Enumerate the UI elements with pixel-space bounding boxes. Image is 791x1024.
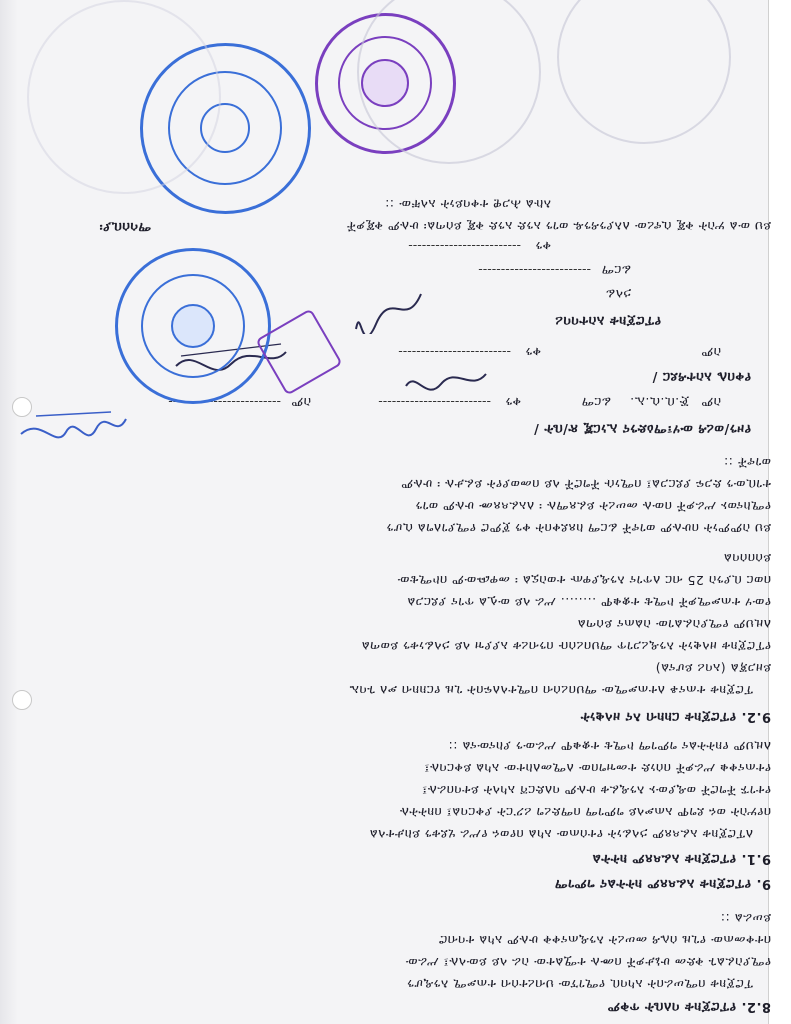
- note-line: ይህ ውል ሦስት ቅጂ ሲኖረው ለእያንዳንዱ ወገን አንድ አንድ ቅጂ ይሰጣል፡ ሁሉም ቅጂዎች: [346, 219, 771, 234]
- section-9-2-line: ይሰበሰባል: [723, 551, 771, 566]
- section-8-2-heading: 8.2. የፕሮጀክቱ ባለቤት ጥቅም: [607, 999, 771, 1014]
- section-9-1-line: የተገኙ ችግሮች ወዲያውኑ እንዲፈቱ ሁሉም ባለድርሻ አካላት ይተባበራሉ፤: [421, 783, 771, 798]
- section-9-2-line: የፕሮጀክቱ ዘላቂነት እንዲረጋገጥ ማህበረሰቡ በንብረቱ አያያዝ ላይ ኃላፊነቱን ይወጣል: [361, 639, 771, 654]
- binder-hole: [12, 690, 32, 710]
- section-9-2-line: ለዚህም የሚያስፈልገው ስልጠና ይሰጣል: [577, 617, 771, 632]
- section-9-2-line: የውሃ ተጠቃሚዎች ኮሚቴ ተቋቁሞ ........ ሥራ ላይ ውሏል ጥገና ያደርጋል: [406, 595, 771, 610]
- note-line: እኩል ሕጋዊ ተቀባይነት አላቸው ::: [384, 197, 551, 212]
- signature-heading-a: የዞን/ወረዳ ውሃ፣ማዕድንና ኢነርጂ ጽ/ቤት /: [533, 421, 751, 436]
- signature-name-label-right: ስም: [290, 395, 311, 410]
- stamp-inner-ring: [141, 274, 245, 378]
- agreement-line: የሚከናወኑ ሥራዎች በውሉ መሠረት ይፈጸማሉ ፡ ለአፈጻጸሙ ሁሉም ወገን: [415, 499, 771, 514]
- signature-heading-c: የፕሮጀክቱ አስተባባሪ: [554, 313, 661, 328]
- signature-sign-label: ፊርማ: [581, 395, 611, 410]
- signature-name-label: ስም: [700, 395, 721, 410]
- binder-hole: [12, 397, 32, 417]
- signature-name-value: ጅ.ቢ.ሲ.ኢ.: [629, 395, 689, 410]
- signature-date-label-c: ቀን: [535, 239, 551, 254]
- signature-date-blank-c: -------------------------: [408, 239, 521, 254]
- section-9-2-heading: 9.2. የፕሮጀክቱ ርክክብ እና ዘላቂነት: [580, 709, 771, 724]
- faint-stamp: [27, 0, 221, 194]
- signature-sign-label-c: ፊርማ: [601, 263, 631, 278]
- section-9-1-line: ለዚህም የክትትልና ግምገማ ኮሚቴ ተቋቁሞ ሥራውን ያከናውናል ::: [448, 739, 771, 754]
- handwritten-signature: [351, 284, 431, 334]
- agreement-line: ይህ ስምምነት በሁሉም ወገኖች ፊርማ ከጸደቀበት ቀን ጀምሮ የሚያገለግል ሲሆን: [386, 521, 771, 536]
- signature-name-label-b: ስም: [700, 345, 721, 360]
- signature-sign-blank-c: -------------------------: [478, 263, 591, 278]
- section-9-heading: 9. የፕሮጀክቱ አፈጻጸም ክትትልና ግምገማ: [554, 876, 771, 891]
- handwritten-signature: [401, 364, 491, 394]
- section-9-2-line: ይዘጋጃል (አባሪ ይሆናል): [655, 661, 771, 676]
- stamp-emblem: [171, 304, 215, 348]
- section-9-2-line: ፕሮጀክቱ ተጠናቆ ለተጠቃሚው ማህበረሰብ በሚተላለፍበት ጊዜ የርክክብ ቃለ ጉባኤ: [349, 683, 753, 698]
- section-9-1-line: የተጠናቀቁ ሥራዎች በሰነድ ተመዝግበው ለሚመለከተው አካል ይቀርባሉ፤: [423, 761, 771, 776]
- signature-name-blank-right: -------------------------: [168, 395, 281, 410]
- agreement-line: ወገኖች ::: [723, 455, 771, 470]
- section-9-1-line: በየሦስት ወሩ ደግሞ አጠቃላይ ግምገማ በማድረግ ሪፖርት ያቀርባል፤ በክትትሉ: [399, 805, 771, 820]
- section-9-2-line: በወር ቢያንስ 25 ብር ለጥገና እንዲያዋጡ ተወስኗል ፡ መዋጮውም በኮሚቴው: [396, 573, 771, 588]
- official-stamp: [115, 248, 271, 404]
- signature-heading-b: የቀበሌ አስተዳደር /: [652, 369, 751, 384]
- signature-role-label: ኃላፊ: [605, 287, 631, 302]
- section-8-2-line: ፕሮጀክቱ በሚሠራበት አካባቢ የሚገኘው ህብረተሰብ ተጠቃሚ እንዲሆን: [406, 977, 753, 992]
- signature-date-label: ቀን: [505, 395, 521, 410]
- faint-stamp: [557, 0, 731, 144]
- section-8-2-line: የሚያስፈልጉ ቅድመ ሁኔታዎች በሙሉ ተሟልተው ስራ ላይ ይውላሉ፤ ሥራው: [405, 955, 771, 970]
- agreement-line: ተገቢውን ድጋፍ ያደርጋል፤ በሚነሱ ችግሮች ላይ በመወያየት ይፈታሉ ፡ ሁሉም: [400, 477, 771, 492]
- section-9-1-heading: 9.1. የፕሮጀክቱ አፈጻጸም ክትትል: [592, 851, 771, 866]
- section-8-2-line: በተቀመጠው የጊዜ ሰሌዳ መሠረት እንዲጠናቀቅ ሁሉም አካል ተባብሮ: [438, 933, 771, 948]
- signature-date-blank-b: -------------------------: [398, 345, 511, 360]
- signature-date-label-b: ቀን: [525, 345, 541, 360]
- note-label: ማሳሰቢያ፡: [99, 219, 151, 234]
- section-8-2-line: ይሠራል ::: [720, 911, 771, 926]
- signature-date-blank: -------------------------: [378, 395, 491, 410]
- section-9-1-line: ለፕሮጀክቱ አፈጻጸም ኃላፊነት የተሰጠው አካል በየወሩ የሥራ ሂደቱን ይከታተላል: [369, 827, 753, 842]
